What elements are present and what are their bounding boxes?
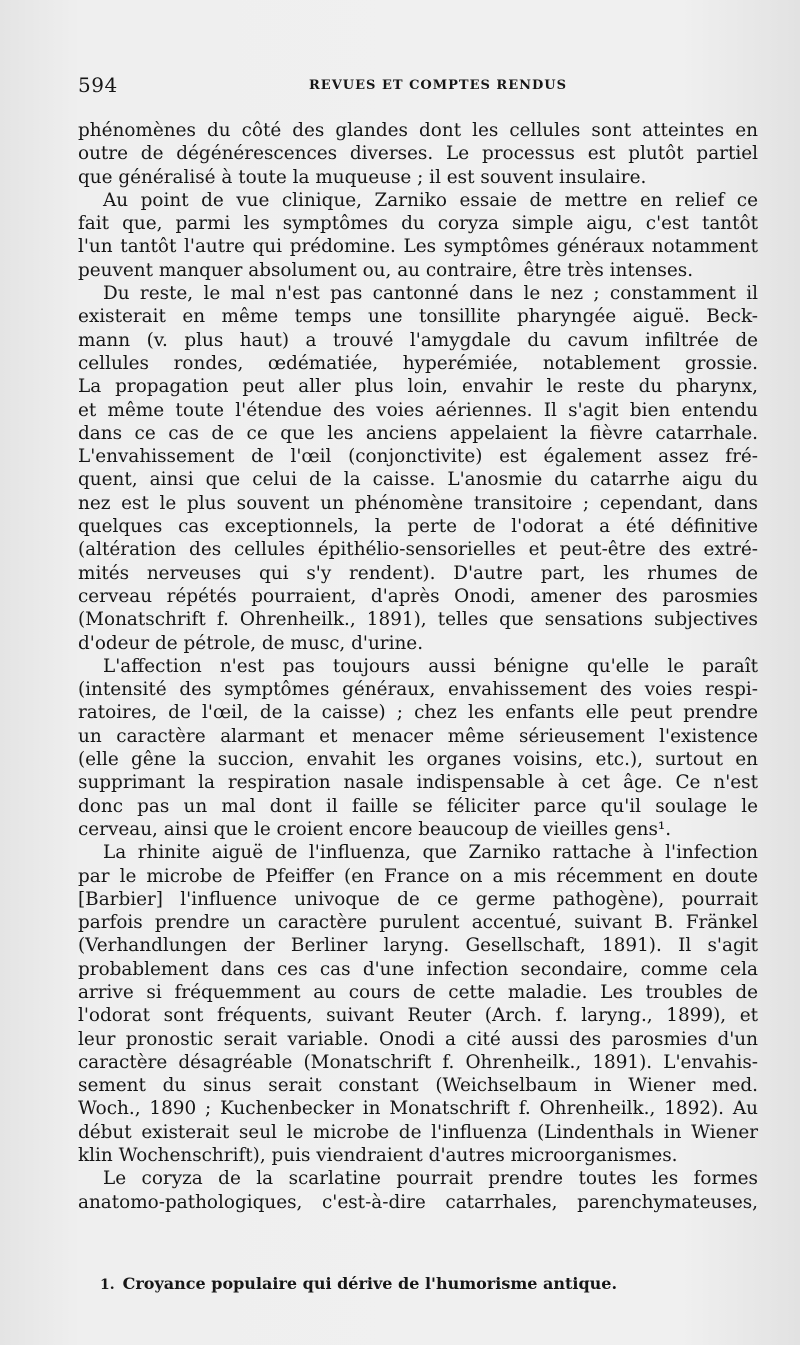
text-line: ratoires, de l'œil, de la caisse) ; chez les enfants elle peut prendre [78, 702, 758, 724]
text-line: anatomo-pathologiques, c'est-à-dire catarrhales, parenchymateuses, [78, 1191, 758, 1213]
text-line: caractère désagréable (Monatschrift f. Ohrenheilk., 1891). L'envahis- [78, 1051, 758, 1073]
text-line: (Monatschrift f. Ohrenheilk., 1891), telles que sensations subjectives [78, 609, 758, 631]
text-line: Au point de vue clinique, Zarniko essaie de mettre en relief ce [103, 189, 758, 211]
text-line: L'affection n'est pas toujours aussi bénigne qu'elle le paraît [103, 655, 758, 677]
text-line: l'un tantôt l'autre qui prédomine. Les symptômes généraux notamment [78, 236, 758, 258]
text-line: [Barbier] l'influence univoque de ce germe pathogène), pourrait [78, 888, 758, 910]
page-number: 594 [78, 73, 118, 97]
text-line: que généralisé à toute la muqueuse ; il est souvent insulaire. [78, 166, 647, 188]
text-line: Le coryza de la scarlatine pourrait prendre toutes les formes [103, 1168, 758, 1190]
text-line: l'odorat sont fréquents, suivant Reuter (Arch. f. laryng., 1899), et [78, 1005, 758, 1027]
text-line: (altération des cellules épithélio-sensorielles et peut-être des extré- [78, 539, 758, 561]
text-line: phénomènes du côté des glandes dont les cellules sont atteintes en [78, 120, 758, 141]
text-line: Du reste, le mal n'est pas cantonné dans le nez ; constamment il [103, 283, 758, 305]
text-line: arrive si fréquemment au cours de cette maladie. Les troubles de [78, 981, 758, 1003]
footnote [100, 1274, 740, 1295]
text-line: outre de dégénérescences diverses. Le processus est plutôt partiel [78, 143, 758, 165]
text-line: L'envahissement de l'œil (conjonctivite) est également assez fré- [78, 446, 758, 468]
text-line: supprimant la respiration nasale indispensable à cet âge. Ce n'est [78, 772, 758, 794]
text-line: nez est le plus souvent un phénomène transitoire ; cependant, dans [78, 492, 758, 514]
running-head: REVUES ET COMPTES RENDUS [309, 78, 567, 93]
text-line: cellules rondes, œdématiée, hyperémiée, notablement grossie. [78, 352, 758, 374]
text-line: mités nerveuses qui s'y rendent). D'autre part, les rhumes de [78, 562, 758, 584]
text-line: klin Wochenschrift), puis viendraient d'autres microorganismes. [78, 1145, 678, 1167]
text-line: quent, ainsi que celui de la caisse. L'anosmie du catarrhe aigu du [78, 469, 758, 491]
text-line: par le microbe de Pfeiffer (en France on a mis récemment en doute [78, 865, 758, 887]
text-line: sement du sinus serait constant (Weichselbaum in Wiener med. [78, 1075, 758, 1097]
text-line: parfois prendre un caractère purulent accentué, suivant B. Fränkel [78, 912, 758, 934]
text-line: d'odeur de pétrole, de musc, d'urine. [78, 632, 424, 654]
text-line: mann (v. plus haut) a trouvé l'amygdale du cavum infiltrée de [78, 329, 758, 351]
text-line: un caractère alarmant et menacer même sérieusement l'existence [78, 725, 758, 747]
text-line: probablement dans ces cas d'une infection secondaire, comme cela [78, 958, 758, 980]
text-line: cerveau répétés pourraient, d'après Onodi, amener des parosmies [78, 585, 758, 607]
page-header [78, 73, 758, 101]
text-line: donc pas un mal dont il faille se féliciter parce qu'il soulage le [78, 795, 758, 817]
text-line: (intensité des symptômes généraux, envahissement des voies respi- [78, 679, 758, 701]
text-line: La rhinite aiguë de l'influenza, que Zarniko rattache à l'infection [103, 842, 758, 864]
body-text [78, 119, 758, 1214]
text-line: cerveau, ainsi que le croient encore beaucoup de vieilles gens¹. [78, 818, 672, 840]
text-line: peuvent manquer absolument ou, au contraire, être très intenses. [78, 259, 694, 281]
text-line: et même toute l'étendue des voies aériennes. Il s'agit bien entendu [78, 399, 758, 421]
text-line: (elle gêne la succion, envahit les organes voisins, etc.), surtout en [78, 749, 758, 771]
footnote-text: Croyance populaire qui dérive de l'humorisme antique. [122, 1274, 618, 1293]
text-line: fait que, parmi les symptômes du coryza simple aigu, c'est tantôt [78, 213, 758, 235]
footnote-marker: 1. [100, 1277, 115, 1293]
text-line: quelques cas exceptionnels, la perte de l'odorat a été définitive [78, 516, 758, 538]
text-line: leur pronostic serait variable. Onodi a cité aussi des parosmies d'un [78, 1028, 758, 1050]
text-line: existerait en même temps une tonsillite pharyngée aiguë. Beck- [78, 306, 758, 328]
text-line: La propagation peut aller plus loin, envahir le reste du pharynx, [78, 376, 758, 398]
text-line: (Verhandlungen der Berliner laryng. Gesellschaft, 1891). Il s'agit [78, 935, 758, 957]
text-line: début existerait seul le microbe de l'influenza (Lindenthals in Wiener [78, 1121, 758, 1143]
text-line: Woch., 1890 ; Kuchenbecker in Monatschrift f. Ohrenheilk., 1892). Au [78, 1098, 758, 1120]
text-line: dans ce cas de ce que les anciens appelaient la fièvre catarrhale. [78, 422, 758, 444]
